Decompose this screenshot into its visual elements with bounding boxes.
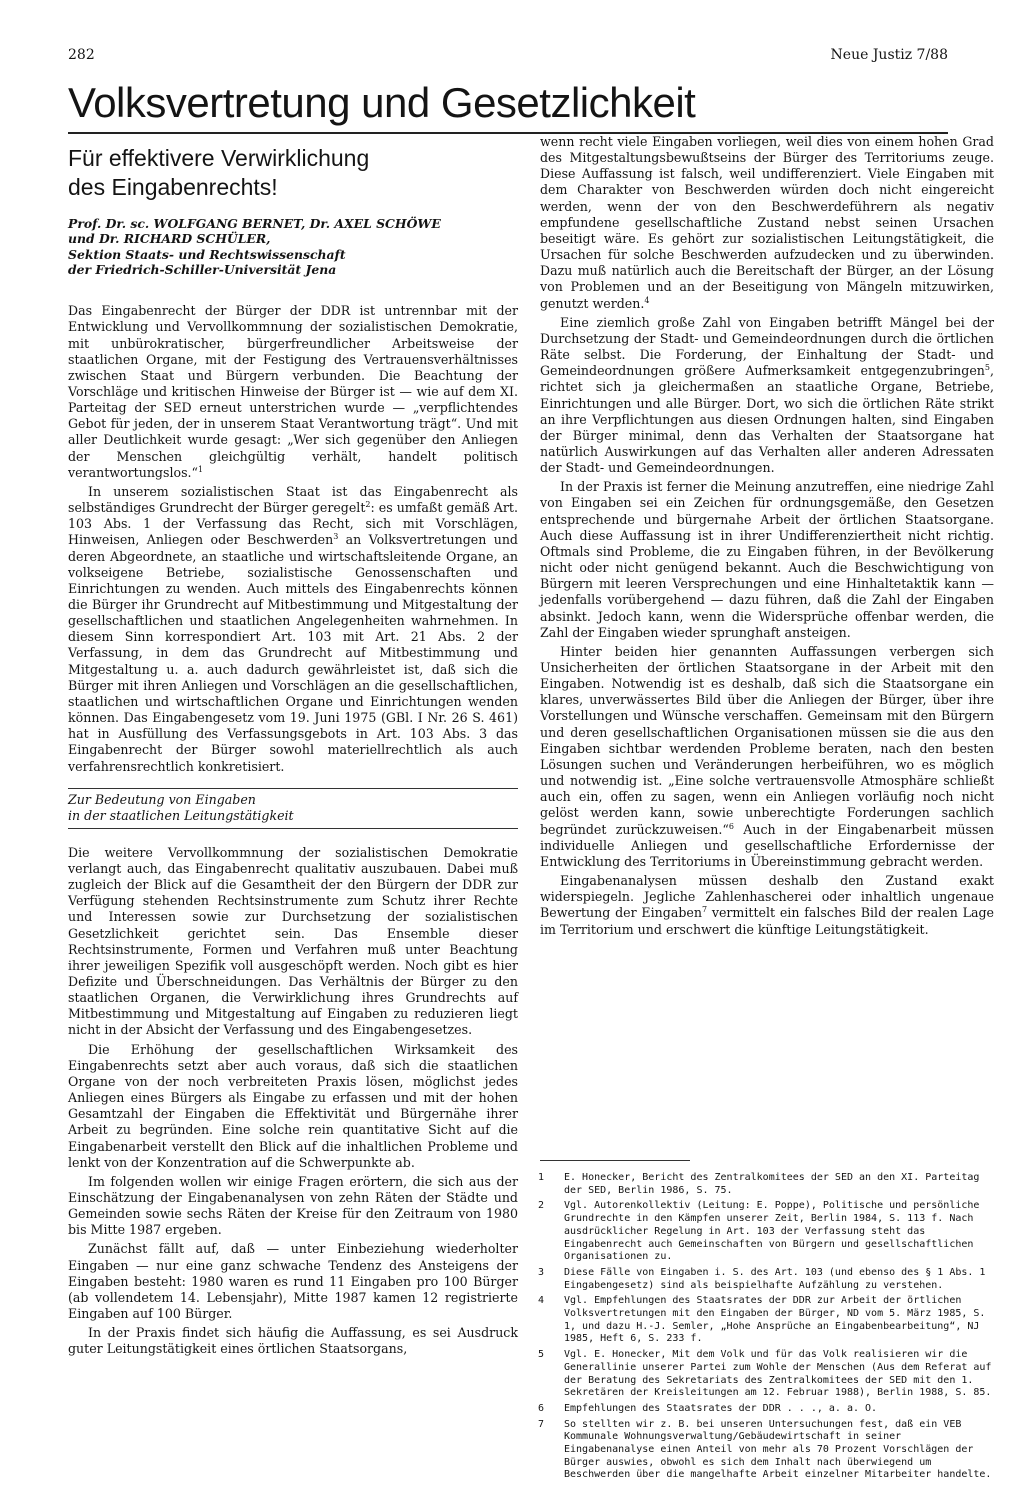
body-paragraph <box>540 315 994 477</box>
paragraph-text: In unserem sozialistischen Staat ist das Eingabenrecht als selbständiges Grundrecht der Bürger geregelt <box>68 483 518 516</box>
page-number: 282 <box>68 47 95 63</box>
paragraph-text: Das Eingabenrecht der Bürger der DDR ist untrennbar mit der Entwicklung und Vervollkommnung der sozialistischen Demokratie, mit unbürokratischer, bürgerfreundlicher Arbeitsweise der staatlichen Organe, mit der Festigung des Vertrauensverhältnisses zwischen Staat und Bürgern verbunden. Die Beachtung der Vorschläge und kritischen Hinweise der Bürger ist — wie auf dem XI. Parteitag der SED erneut unterstrichen wurde — „verpflichtendes Gebot für jeden, der in unserem Staat Verantwortung trägt“. Und mit aller Deutlichkeit wurde gesagt: „Wer sich gegenüber den Anliegen der Menschen gleichgültig verhält, handelt politisch verantwortungslos.“ <box>68 303 518 480</box>
footnote-text: So stellten wir z. B. bei unseren Untersuchungen fest, daß ein VEB Kommunale Wohnungsverwaltung/Gebäudewirtschaft in seiner Eingabenanalyse einen Anteil von mehr als 70 Prozent Vorschlägen der Bürger auswies, obwohl es sich dem Inhalt nach überwiegend um Beschwerden über die mangelhafte Arbeit einzelner Mitarbeiter handelte. <box>564 1418 992 1481</box>
footnote-ref: 5 <box>984 363 990 372</box>
body-paragraph: Zunächst fällt auf, daß — unter Einbeziehung wiederholter Eingaben — nur eine ganz schwache Tendenz des Ansteigens der Eingaben besteht: 1980 waren es rund 11 Eingaben pro 100 Bürger (ab vollendetem 14. Lebensjahr), Mitte 1987 kamen 12 registrierte Eingaben auf 100 Bürger. <box>68 1241 518 1322</box>
paragraph-text: wenn recht viele Eingaben vorliegen, weil dies von einem hohen Grad des Mitgestaltungsbewußtseins der Bürger des Territoriums zeuge. Diese Auffassung ist falsch, weil undifferenziert. Viele Eingaben mit dem Charakter von Beschwerden würden doch nicht eingereicht werden, wenn der von den Beschwerdeführern als negativ empfundene gesellschaftliche Zustand nebst seinen Ursachen beseitigt wäre. Es gehört zur sozialistischen Leitungstätigkeit, die Ursachen für solche Beschwerden aufzudecken und zu überwinden. Dazu muß natürlich auch die Bereitschaft der Bürger, an der Lösung von Problemen und an der Beseitigung von Mängeln mitzuwirken, genutzt werden. <box>540 134 994 311</box>
footnote <box>538 1403 994 1416</box>
article-title <box>68 144 518 202</box>
footnote <box>538 1267 994 1292</box>
footnote <box>538 1349 994 1400</box>
body-paragraph: Die Erhöhung der gesellschaftlichen Wirksamkeit des Eingabenrechts setzt aber auch voraus, daß sich die staatlichen Organe von der noch verbreiteten Praxis lösen, möglichst jedes Anliegen eines Bürgers als Eingabe zu erfassen und mit der hohen Gesamtzahl der Eingaben die Effektivität und Bürgernähe ihrer Arbeit zu begründen. Eine solche rein quantitative Sicht auf die Eingabenarbeit verstellt den Blick auf die inhaltlichen Probleme und lenkt von der Konzentration auf die Schwerpunkte ab. <box>68 1041 518 1170</box>
journal-issue: Neue Justiz 7/88 <box>830 47 948 63</box>
article-title-line: des Eingabenrechts! <box>68 174 278 200</box>
footnote-number: 4 <box>538 1295 545 1307</box>
footnote-text: Diese Fälle von Eingaben i. S. des Art. 103 (und ebenso des § 1 Abs. 1 Eingabengesetz) sind als beispielhafte Aufzählung zu verstehen. <box>564 1266 986 1291</box>
author-line: der Friedrich-Schiller-Universität Jena <box>68 261 337 277</box>
paragraph-text: Auch in der Eingabenarbeit müssen individuelle Anliegen und gesellschaftliche Erfordernisse der Entwicklung des Territoriums in Übereinstimmung gebracht werden. <box>540 821 995 869</box>
body-paragraph <box>68 484 518 775</box>
subheading <box>68 788 518 829</box>
paragraph-text: vermittelt ein falsches Bild der realen Lage im Territorium und erschwert die künftige Leitungstätigkeit. <box>540 905 994 937</box>
footnote-ref: 4 <box>644 295 650 305</box>
paragraph-text: Eine ziemlich große Zahl von Eingaben betrifft Mängel bei der Durchsetzung der Stadt- und Gemeindeordnungen durch die örtlichen Räte selbst. Die Forderung, der Einhaltung der Stadt- und Gemeindeordnungen größere Aufmerksamkeit entgegenzubringen <box>540 314 994 379</box>
footnote-number: 1 <box>538 1172 545 1183</box>
footnote-number: 3 <box>538 1266 545 1278</box>
footnote-text: Vgl. Autorenkollektiv (Leitung: E. Poppe), Politische und persönliche Grundrechte in den Kämpfen unserer Zeit, Berlin 1984, S. 113 f. Nach ausdrücklicher Regelung in Art. 103 der Verfassung steht das Eingabenrecht auch Gemeinschaften von Bürgern und gesellschaftlichen Organisationen zu. <box>564 1200 980 1263</box>
footnote-ref: 1 <box>197 464 204 474</box>
footnote-ref: 7 <box>701 905 708 915</box>
author-line: Prof. Dr. sc. WOLFGANG BERNET, Dr. AXEL SCHÖWE <box>68 216 441 231</box>
footnotes <box>538 1172 994 1485</box>
body-paragraph: In der Praxis ist ferner die Meinung anzutreffen, eine niedrige Zahl von Eingaben sei ein Zeichen für ordnungsgemäße, den Gesetzen entsprechende und bürgernahe Arbeit der örtlichen Staatsorgane. Auch diese Auffassung ist in ihrer Undifferenziertheit nicht richtig. Oftmals sind Probleme, die zu Eingaben führen, in der Bevölkerung nicht oder nicht genügend bekannt. Auch die Beschwichtigung von Bürgern mit leeren Versprechungen und eine Hinhaltetaktik kann — jedenfalls vorübergehend — dazu führen, daß die Zahl der Eingaben absinkt. Jedoch kann, wenn die Widersprüche offenbar werden, die Zahl der Eingaben wieder sprunghaft ansteigen. <box>540 479 994 640</box>
paragraph-text: Eingabenanalysen müssen deshalb den Zustand exakt widerspiegeln. Jegliche Zahlenhascherei oder inhaltlich ungenaue Bewertung der Eingaben <box>540 873 994 921</box>
body-paragraph <box>540 644 994 870</box>
footnote-text: Empfehlungen des Staatsrates der DDR . . ., a. a. O. <box>564 1402 878 1414</box>
footnote-number: 7 <box>538 1418 545 1430</box>
footnote-text: E. Honecker, Bericht des Zentralkomitees der SED an den XI. Parteitag der SED, Berlin 1986, S. 75. <box>564 1172 980 1196</box>
right-column <box>540 134 994 941</box>
footnote-ref: 6 <box>728 821 734 831</box>
paragraph-text: an Volksvertretungen und deren Abgeordnete, an staatliche und wirtschaftsleitende Organe, an volkseigene Betriebe, sozialistische Genossenschaften und Einrichtungen zu wenden. Auch mittels des Eingabenrechts können die Bürger ihr Grundrecht auf Mitbestimmung und Mitgestaltung der gesellschaftlichen und staatlichen Angelegenheiten wahrnehmen. In diesem Sinn korrespondiert Art. 103 mit Art. 21 Abs. 2 der Verfassung, in dem das Grundrecht auf Mitbestimmung und Mitgestaltung u. a. auch dadurch gewährleistet ist, daß sich die Bürger mit ihren Anliegen und Vorschlägen an die gesellschaftlichen, staatlichen und wirtschaftlichen Organe und Einrichtungen wenden können. Das Eingabengesetz vom 19. Juni 1975 (GBl. I Nr. 26 S. 461) hat in Ausfüllung des Verfassungsgebots in Art. 103 Abs. 3 das Eingabenrecht der Bürger sowohl materiellrechtlich als auch verfahrensrechtlich konkretisiert. <box>68 532 518 774</box>
footnote-rule <box>540 1160 690 1161</box>
page-header <box>68 47 948 67</box>
paragraph-text: : es umfaßt gemäß Art. 103 Abs. 1 der Verfassung das Recht, sich mit Vorschlägen, Hinweisen, Anliegen oder Beschwerden <box>68 500 518 548</box>
footnote <box>538 1172 994 1197</box>
body-paragraph <box>540 873 994 938</box>
left-column <box>68 140 518 1361</box>
footnote-ref: 3 <box>333 532 339 542</box>
article-title-line: Für effektivere Verwirklichung <box>68 145 370 171</box>
author-line: Sektion Staats- und Rechtswissenschaft <box>68 246 346 262</box>
footnote-number: 2 <box>538 1200 545 1212</box>
footnote-text: Vgl. E. Honecker, Mit dem Volk und für das Volk realisieren wir die Generallinie unserer Partei zum Wohle der Menschen (Aus dem Referat auf der Beratung des Sekretariats des Zentralkomitees der SED mit den 1. Sekretären der Kreisleitungen am 12. Februar 1988), Berlin 1988, S. 85. <box>564 1349 992 1399</box>
subheading-line: Zur Bedeutung von Eingaben <box>68 791 256 807</box>
footnote <box>538 1419 994 1483</box>
body-paragraph: Im folgenden wollen wir einige Fragen erörtern, die sich aus der Einschätzung der Eingabenanalysen von zehn Räten der Städte und Gemeinden sowie sechs Räten der Kreise für den Zeitraum von 1980 bis Mitte 1987 ergeben. <box>68 1173 518 1238</box>
footnote <box>538 1200 994 1264</box>
footnote-number: 6 <box>538 1402 545 1414</box>
author-byline <box>68 216 518 277</box>
footnote-text: Vgl. Empfehlungen des Staatsrates der DDR zur Arbeit der örtlichen Volksvertretungen mit den Eingaben der Bürger, ND vom 5. März 1985, S. 1, und dazu H.-J. Semler, „Hohe Ansprüche an Eingabenbearbeitung“, NJ 1985, Heft 6, S. 233 f. <box>564 1295 986 1345</box>
footnote-number: 5 <box>538 1349 545 1361</box>
paragraph-text: Hinter beiden hier genannten Auffassungen verbergen sich Unsicherheiten der örtlichen Staatsorgane in der Arbeit mit den Eingaben. Notwendig ist es deshalb, daß sich die Staatsorgane ein klares, unverwässertes Bild über die Anliegen der Bürger, über ihre Vorstellungen und Wünsche verschaffen. Gemeinsam mit den Bürgern und deren gesellschaftlichen Organisationen müssen sie die aus den Eingaben sichtbar werdenden Probleme beraten, nach den besten Lösungen suchen und Veränderungen herbeiführen, wo es möglich und notwendig ist. „Eine solche vertrauensvolle Atmosphäre schließt auch ein, offen zu sagen, wenn ein Anliegen vorläufig noch nicht gelöst werden kann, sowie unberechtigte Forderungen sachlich begründet zurückzuweisen.“ <box>540 643 994 837</box>
body-paragraph: In der Praxis findet sich häufig die Auffassung, es sei Ausdruck guter Leitungstätigkeit eines örtlichen Staatsorgans, <box>68 1325 518 1357</box>
paragraph-text: , richtet sich ja gleichermaßen an staatliche Organe, Betriebe, Einrichtungen und alle Bürger. Dort, wo sich die örtlichen Räte strikt an ihre Verpflichtungen aus diesen Ordnungen halten, sind Eingaben der Bürger minimal, denn das Verhalten der Staatsorgane hat natürlich Auswirkungen auf das Verhalten aller anderen Adressaten der Stadt- und Gemeindeordnungen. <box>540 363 994 476</box>
body-paragraph: Die weitere Vervollkommnung der sozialistischen Demokratie verlangt auch, das Eingabenrecht qualitativ auszubauen. Dabei muß zugleich der Blick auf die Gesamtheit der den Bürgern der DDR zur Verfügung stehenden Rechtsinstrumente zum Schutz ihrer Rechte und Interessen sowie zur Durchsetzung der sozialistischen Gesetzlichkeit gerichtet sein. Das Ensemble dieser Rechtsinstrumente, Formen und Verfahren muß unter Beachtung ihrer jeweiligen Spezifik voll ausgeschöpft werden. Noch gibt es hier Defizite und Überschneidungen. Das Verhältnis der Bürger zu den staatlichen Organen, die Verwirklichung ihres Grundrechts auf Mitbestimmung und Mitgestaltung auf Eingaben zu reduzieren liegt nicht in der Absicht der Verfassung und des Eingabengesetzes. <box>68 844 518 1038</box>
body-paragraph <box>68 303 518 481</box>
footnote <box>538 1295 994 1346</box>
section-title: Volksvertretung und Gesetzlichkeit <box>68 79 696 126</box>
subheading-line: in der staatlichen Leitungstätigkeit <box>68 807 294 823</box>
body-paragraph <box>540 134 994 312</box>
author-line: und Dr. RICHARD SCHÜLER, <box>68 231 271 247</box>
footnote-ref: 2 <box>365 499 371 509</box>
